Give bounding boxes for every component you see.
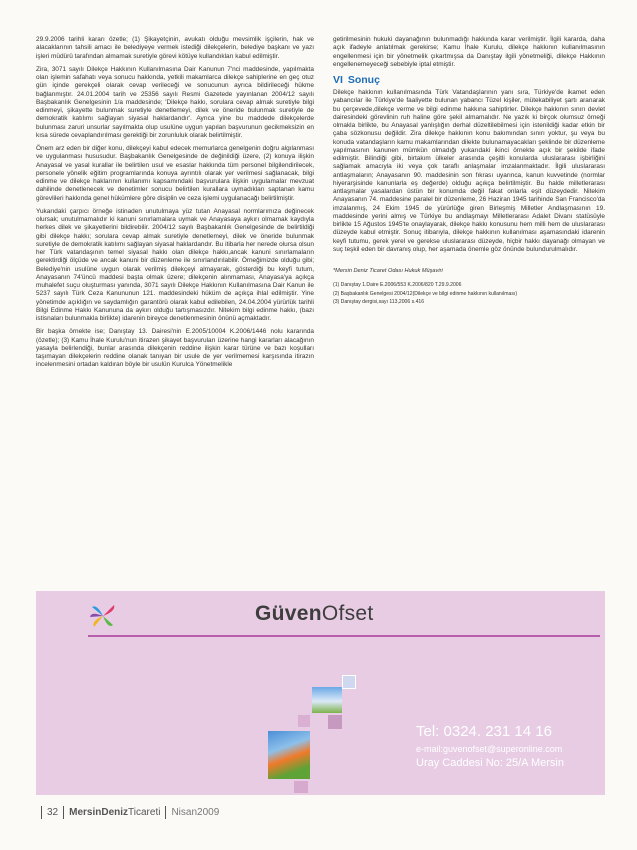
paragraph: Dilekçe hakkının kullanılmasında Türk Vatandaşlarının yanı sıra, Türkiye'de ikamet eden yabancılar ile Türkiye'de faaliyette bulunan yabancı Tüzel kişiler, mütekabiliyet şartı aranarak bu çerçevede,dilekçe verme ve bilgi edinme hakkına sahiptirler. Dilekçe hakkının sınırı devlet dairesindeki görevlinin ruh haline göre şekil almamalıdır. Ne yazık ki birçok olumsuz örneği olmakla birlikte, bu Anayasal yanlışlığın derhal düzeltilebilmesi için istenildiği kadar etkin bir çaba sözkonusu değildir. Zira dilekçe hakkının konu bakımından sınırı yoktur, şu veya bu konuda vatandaşların kamu makamlarından dilekte bulunamayacakları şeklinde bir düzenleme yapılmasının kanunen mümkün olmadığı yukarıdaki ikinci örnekte açık bir şekilde ifade edilmiştir. Bilindiği gibi, birtakım ülkeler arasında çeşitli konularda uluslararası işbirliğini sağlamak amacıyla iki veya çok taraflı anlaşmalar imzalanmaktadır. İlgili uluslararası antlaşmaların; Anayasanın 90. maddesinin son fıkrası uyarınca, kanun kuvvetinde (normlar hiyerarşisinde kanunlarla eş değerde) olduğu açıkça belirtilmiştir. Bu halde milletlerarası antlaşmalar yasalardan üstün bir konumda değil fakat onlarla eşit düzeydedir. Nitekim Anayasanın 74. maddesine paralel bir düzenleme, 26 Haziran 1945 tarihinde San Francisco'da imzalanmış, 24 Ekim 1945 de yürürlüğe giren Birleşmiş Milletler Andlaşmasının 19. maddesinde yerini almış ve Türkiye bu andlaşmayı Milletlerarası Adalet Divanı statüsüyle birlikte 15 Ağustos 1945'te onaylayarak, dilekçe hakkı konusunu hem milli hem de uluslararası düzeyde kabul etmiştir. Sonuç itibarıyla, dilekçe hakkının kullanılması aşamasındaki idarenin keyfi tutumu, gerek yerel ve gerekse uluslararası düzeyde, hiçbir hakkı dayanağı olmayan ve suç teşkil eden bir davranış olup, her aşamada önemle göz önünde bulundurulmalıdır. xyxy=(333,89,605,253)
sky-photo xyxy=(312,687,342,713)
paragraph: getirilmesinin hukuki dayanağının bulunmadığı hakkında karar verilmiştir. İlgili kararda, daha açık ifadeyle anlatılmak gerekirse; Kamu İhale Kurulu, dilekçe hakkının kullanılmasının engellenmesi için bir yönetmelik çıkartmışsa da Danıştay ilgili yönetmeliği, dilekçe Hakkının engellenemeyeceği sebebiyle iptal etmiştir. xyxy=(333,36,605,68)
decorative-square xyxy=(342,675,356,689)
paragraph: Önem arz eden bir diğer konu, dilekçeyi kabul edecek memurlarca genelgenin doğru algılanması ve uygulanması hususudur. Başbakanlık Genelgesinde de değinildiği üzere, (2) konuya ilişkin Anayasal ve yasal kurallar ile belirtilen usul ve esaslar hakkında tüm personel bilgilendirilecek, personele yönelik eğitim programlarında konuya ayrıntılı olarak yer verilmesi sağlanacak, bilgi edinme ve dilekçe haklarının kullanımı kapsamındaki başvurulara ilişkin uygulamalar mevzuat dahilinde denetlenecek ve denetimler sonucu belirtilen kurallara uymadıkları saptanan kamu görevlileri hakkında genel hükümlere göre disiplin ve ceza işlemi uygulanacağı belirtilmiştir. xyxy=(36,145,314,202)
left-column xyxy=(36,36,314,375)
page-footer xyxy=(36,806,219,819)
decorative-square xyxy=(294,781,308,793)
divider xyxy=(165,806,166,819)
street-address: Uray Caddesi No: 25/A Mersin xyxy=(416,757,564,769)
publication-name: MersinDenizTicareti xyxy=(69,807,161,818)
issue-date: Nisan2009 xyxy=(171,807,220,818)
decorative-square xyxy=(328,715,342,729)
brand-name: GüvenOfset xyxy=(255,602,374,625)
flowers-photo xyxy=(268,731,310,779)
paragraph: 29.9.2006 tarihli kararı özetle; (1) Şikayetçinin, avukatı olduğu mevsimlik işçilerin, hak ve alacaklarının tahsili amacı ile belediyeye vermek istediği dilekçelerin, belediye başkanı ve yazı işleri müdürü tarafından almamak suretiyle görevi kötüye kullandıkları kabul edilmiştir. xyxy=(36,36,314,60)
paragraph: Yukarıdaki çarpıcı örneğe istinaden unutulmaya yüz tutan Anayasal normlarımıza değinecek olursak; unutulmamalıdır ki kanuni sınırlamalara uymak ve Anayasaya aykırı olmamak kaydıyla herkes dilek ve şikayetlerini bildirebilir. 2004/12 sayılı Başbakanlık Genelgesinde de belirtildiği gibi dilekçe hakkı; sorulara cevap almak suretiyle denetlemeyi, dilek ve öneride bulunmak suretiyle de demokratik katılımı sağlayan siyasal haklardandır. Bu itibarla her nerede olursa olsun her Türk vatandaşının temel siyasal hakkı olan dilekçe hakkı,ancak kanuni sınırlamaların gerektirdiği ölçüde ve ancak kanuni bir düzenleme ile sınırlandırılabilir. Örneğimizde olduğu gibi; Belediye'nin usulüne uygun olarak verilmiş dilekçeyi almayarak, gösterdiği bu keyfi tutum, Anayasanın 74'üncü maddesi başta olmak üzere; dilekçenin alınmaması, Anayasa'ya açıkça muhalefet suçu oluşturması yanında, 3071 sayılı Dilekçe Hakkının Kullanılmasına Dair Kanun ile 5237 sayılı Türk Ceza Kanununun 121. maddesindeki hüküm de açıkça ihlal edilmiştir. Yine yönetimde açıklığın ve saydamlığın garantörü olarak kabul edilebilen, 24.04.2004 yürürlük tarihli Bilgi Edinme Hakkı Kanununa da aykırı olduğu tartışmasızdır. Nitekim bilgi edinme hakkı, (bazı istisnaları bulunmakla birlikte) idarenin bireyce denetlenmesinin önünü açmaktadır. xyxy=(36,207,314,322)
guven-ofset-logo-icon xyxy=(88,601,118,631)
divider xyxy=(41,806,42,819)
footnote: (3) Danıştay dergisi,sayı 113,2006 s.416 xyxy=(333,299,425,305)
decorative-square xyxy=(298,715,310,727)
section-title: Sonuç xyxy=(347,74,380,86)
footnote: (1) Danıştay 1.Daire E.2006/553 K.2006/820 T.29.9.2006 xyxy=(333,282,462,288)
phone-number: Tel: 0324. 231 14 16 xyxy=(416,723,552,740)
paragraph: Bir başka örnekte ise; Danıştay 13. Dairesi'nin E.2005/10004 K.2006/1446 nolu kararında (özetle); (3) Kamu İhale Kurulu'nun itirazen şikayet başvuruları üzerine hangi kararları alacağının yasayla belirlendiği, bunlar arasında dilekçenin reddine ilişkin karar türüne ve bazı koşulları taşımayan dilekçelerin reddine olanak tanıyan bir usule de yer verilmemesi karşısında itirazın incelenmesini ortadan kaldıran böyle bir usulün Kurulca Yönetmelikle xyxy=(36,328,314,369)
section-heading xyxy=(333,74,605,87)
footnote: (2) Başbakanlık Genelgesi 2004/12(Dilekçe ve bilgi edinme hakkının kullanılması) xyxy=(333,290,518,297)
advertisement xyxy=(36,591,605,795)
email-address: e-mail:guvenofset@superonline.com xyxy=(416,744,563,754)
right-column xyxy=(333,36,605,308)
divider xyxy=(88,635,600,637)
section-number: VI xyxy=(333,74,343,86)
page-number: 32 xyxy=(47,807,59,818)
paragraph: Zira, 3071 sayılı Dilekçe Hakkının Kullanılmasına Dair Kanunun 7'nci maddesinde, yapılmakta olan işlemin safahatı veya sonucu hakkında, yetkili makamlarca dilekçe sahiplerine en geç otuz gün içinde gerekçeli olarak cevap verileceği ve sonucunun ayrıca bildirileceği hükme bağlanmıştır. 24.01.2004 tarih ve 25356 sayılı Resmi Gazetede yayınlanan 2004/12 sayılı Başbakanlık Genelgesinin 1/a maddesinde; 'Dilekçe hakkı, sorulara cevap almak suretiyle bilgi edinmeyi, şikayette bulunmak suretiyle denetlemeyi, dilek ve öneride bulunmak suretiyle de demokratik katılımı sağlayan siyasal haklardandır'. Ayrıca yine bu maddede dilekçelerde bulunması zaruri unsurlar sayılmakta olup usulüne uygun yapılan başvurunun gecikmeksizin en kısa sürede cevaplandırılması gerektiği bir zorunluluk olarak belirtilmiştir. xyxy=(36,65,314,139)
author-note: *Mersin Deniz Ticaret Odası Hukuk Müşaviri xyxy=(333,268,443,274)
divider xyxy=(63,806,64,819)
